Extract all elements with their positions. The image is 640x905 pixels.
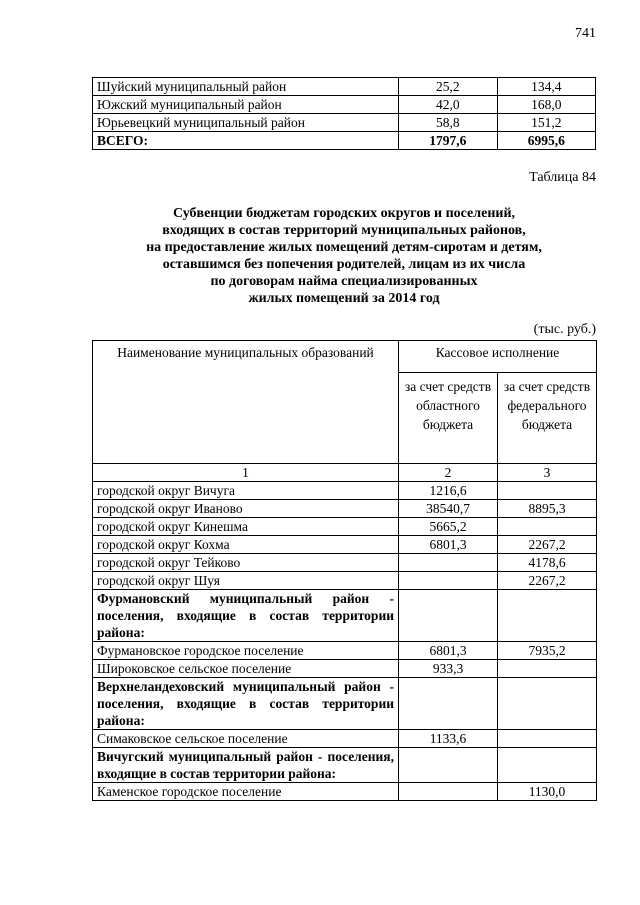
group-row [93,678,597,730]
row-regional [399,783,498,801]
group-name: Фурмановский муниципальный район - поселения, входящие в состав территории района: [93,590,399,642]
group-empty-federal [498,748,597,783]
table-row [93,554,597,572]
header-execution: Кассовое исполнение [399,341,597,373]
row-regional [399,572,498,590]
title-line: на предоставление жилых помещений детям-сиротам и детям, [146,240,542,255]
row-federal [498,730,597,748]
row-name: Шуйский муниципальный район [93,78,399,96]
row-regional: 933,3 [399,660,498,678]
row-federal: 7935,2 [498,642,597,660]
total-label: ВСЕГО: [93,132,399,150]
table-row [93,660,597,678]
row-regional: 42,0 [399,96,498,114]
group-row [93,748,597,783]
total-federal: 6995,6 [497,132,596,150]
row-regional: 25,2 [399,78,498,96]
title-line: входящих в состав территорий муниципальных районов, [162,223,526,238]
group-name: Верхнеландеховский муниципальный район - поселения, входящие в состав территории района: [93,678,399,730]
table-row [93,642,597,660]
row-federal [498,482,597,500]
title-line: по договорам найма специализированных [210,274,478,289]
row-federal [498,518,597,536]
table-row [93,482,597,500]
table-row [93,114,596,132]
subsidies-table [92,340,597,801]
group-empty-federal [498,590,597,642]
row-federal: 2267,2 [498,572,597,590]
title-line: оставшимся без попечения родителей, лицам из их числа [162,257,526,272]
units-label: (тыс. руб.) [533,322,596,337]
row-regional: 58,8 [399,114,498,132]
table-row [93,572,597,590]
table-caption: Таблица 84 [529,170,596,185]
row-federal: 2267,2 [498,536,597,554]
row-regional: 1133,6 [399,730,498,748]
column-number: 3 [498,464,597,482]
row-name: городской округ Иваново [93,500,399,518]
table-row [93,730,597,748]
row-name: Южский муниципальный район [93,96,399,114]
table-row [93,78,596,96]
row-name: городской округ Шуя [93,572,399,590]
header-regional: за счет средств областного бюджета [399,373,498,464]
table-row [93,96,596,114]
page-number: 741 [575,26,596,41]
row-regional: 6801,3 [399,642,498,660]
title-line: жилых помещений за 2014 год [248,291,440,306]
row-federal [498,660,597,678]
table-row [93,500,597,518]
row-name: городской округ Кохма [93,536,399,554]
row-federal: 134,4 [497,78,596,96]
group-empty-regional [399,748,498,783]
row-federal: 151,2 [497,114,596,132]
column-numbers-row [93,464,597,482]
table-row [93,783,597,801]
row-name: Фурмановское городское поселение [93,642,399,660]
table-row [93,518,597,536]
row-name: Юрьевецкий муниципальный район [93,114,399,132]
table-body [93,482,597,801]
row-federal: 168,0 [497,96,596,114]
row-name: Симаковское сельское поселение [93,730,399,748]
group-row [93,590,597,642]
row-name: Широковское сельское поселение [93,660,399,678]
total-row [93,132,596,150]
group-empty-regional [399,590,498,642]
column-number: 2 [399,464,498,482]
row-federal: 4178,6 [498,554,597,572]
group-empty-federal [498,678,597,730]
row-federal: 8895,3 [498,500,597,518]
total-regional: 1797,6 [399,132,498,150]
title-line: Субвенции бюджетам городских округов и поселений, [172,206,516,221]
group-name: Вичугский муниципальный район - поселения, входящие в состав территории района: [93,748,399,783]
row-regional [399,554,498,572]
header-name: Наименование муниципальных образований [93,341,399,464]
row-regional: 38540,7 [399,500,498,518]
table-title [92,205,596,307]
row-regional: 6801,3 [399,536,498,554]
row-name: Каменское городское поселение [93,783,399,801]
row-name: городской округ Вичуга [93,482,399,500]
row-regional: 1216,6 [399,482,498,500]
table-row [93,536,597,554]
header-row [93,341,597,373]
row-federal: 1130,0 [498,783,597,801]
row-name: городской округ Тейково [93,554,399,572]
column-number: 1 [93,464,399,482]
group-empty-regional [399,678,498,730]
continued-table [92,77,596,150]
header-federal: за счет средств федерального бюджета [498,373,597,464]
row-name: городской округ Кинешма [93,518,399,536]
row-regional: 5665,2 [399,518,498,536]
